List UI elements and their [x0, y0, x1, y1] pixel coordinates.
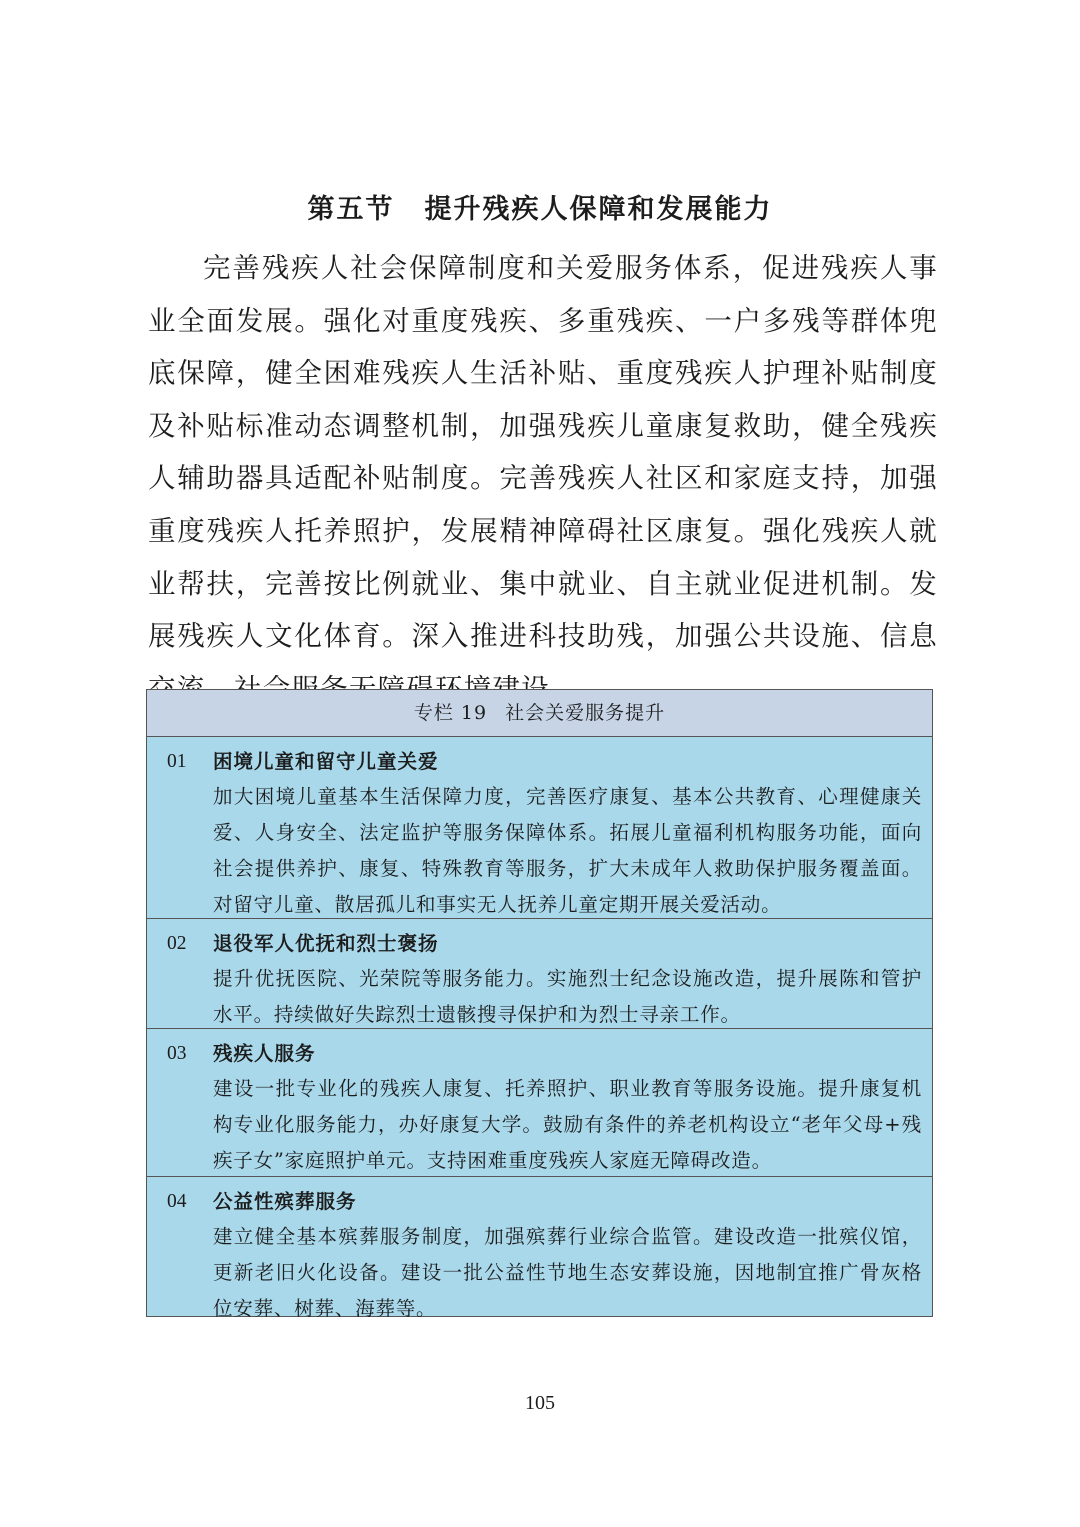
section-title: 提升残疾人保障和发展能力 [424, 194, 773, 225]
item-number: 04 [167, 1191, 187, 1212]
item-title: 退役军人优抚和烈士褒扬 [213, 932, 439, 955]
item-title: 残疾人服务 [213, 1042, 316, 1065]
item-number: 03 [167, 1043, 187, 1064]
page-number: 105 [525, 1392, 555, 1414]
item-number: 02 [167, 933, 187, 954]
item-text: 建立健全基本殡葬服务制度，加强殡葬行业综合监管。建设改造一批殡仪馆，更新老旧火化设备。建设一批公益性节地生态安葬设施，因地制宜推广骨灰格位安葬、树葬、海葬等。 [213, 1225, 922, 1320]
feature-box [146, 689, 933, 1320]
box-header [147, 690, 932, 737]
box-item [147, 737, 932, 919]
item-text: 建设一批专业化的残疾人康复、托养照护、职业教育等服务设施。提升康复机构专业化服务能力，办好康复大学。鼓励有条件的养老机构设立“老年父母+残疾子女”家庭照护单元。支持困难重度残疾人家庭无障碍改造。 [213, 1077, 922, 1172]
section-label: 第五节 [307, 194, 395, 225]
body-paragraph: 完善残疾人社会保障制度和关爱服务体系，促进残疾人事业全面发展。强化对重度残疾、多重残疾、一户多残等群体兜底保障，健全困难残疾人生活补贴、重度残疾人护理补贴制度及补贴标准动态调整机制，加强残疾儿童康复救助，健全残疾人辅助器具适配补贴制度。完善残疾人社区和家庭支持，加强重度残疾人托养照护，发展精神障碍社区康复。强化残疾人就业帮扶，完善按比例就业、集中就业、自主就业促进机制。发展残疾人文化体育。深入推进科技助残，加强公共设施、信息 [148, 252, 938, 653]
box-item [147, 919, 932, 1029]
item-text: 加大困境儿童基本生活保障力度，完善医疗康复、基本公共教育、心理健康关爱、人身安全、法定监护等服务保障体系。拓展儿童福利机构服务功能，面向社会提供养护、康复、特殊教育等服务，扩大未成年人救助保护服务覆盖面。对留守儿童、散居孤儿和事实无人抚养儿童定期开展关爱活动。 [213, 785, 922, 916]
item-text: 提升优抚医院、光荣院等服务能力。实施烈士纪念设施改造，提升展陈和管护水平。持续做好失踪烈士遗骸搜寻保护和为烈士寻亲工作。 [213, 967, 922, 1026]
item-number: 01 [167, 751, 187, 772]
item-title: 公益性殡葬服务 [213, 1190, 357, 1213]
box-title: 社会关爱服务提升 [505, 702, 666, 724]
box-item [147, 1029, 932, 1177]
box-item [147, 1177, 932, 1320]
box-label: 专栏 19 [413, 702, 488, 724]
item-title: 困境儿童和留守儿童关爱 [213, 750, 439, 773]
section-heading [0, 190, 1080, 230]
